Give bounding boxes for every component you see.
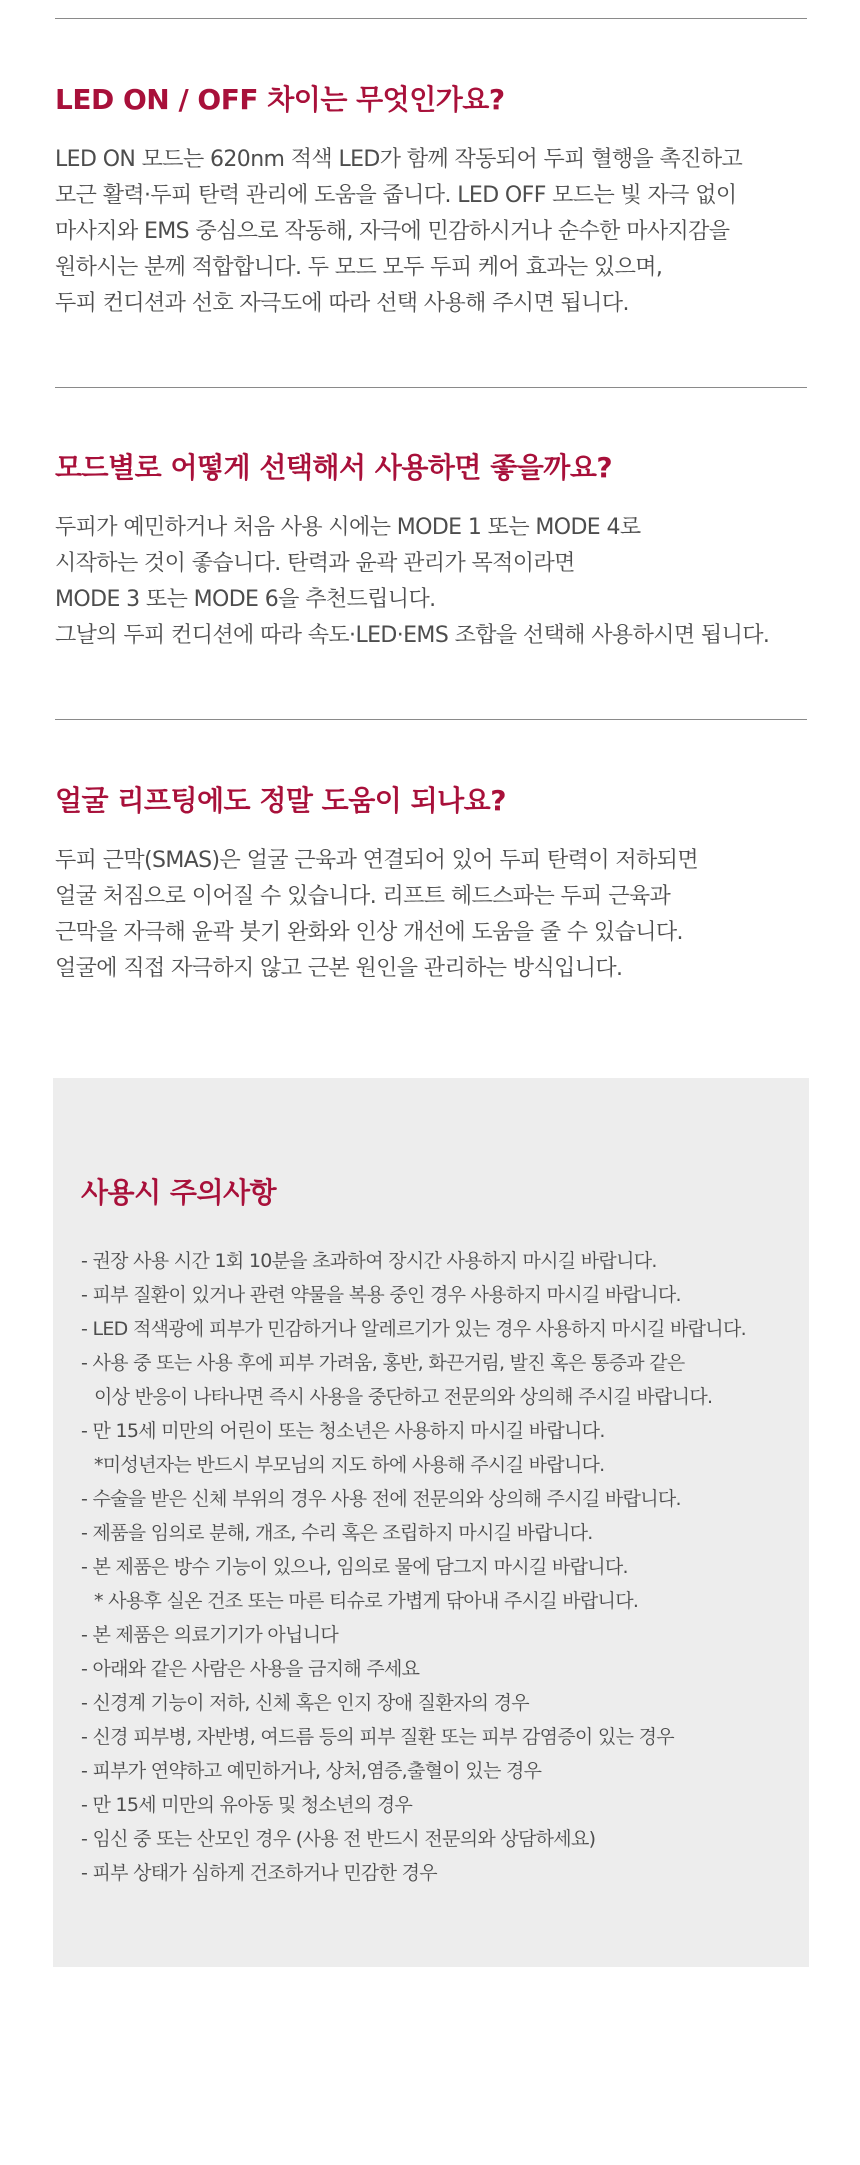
caution-title: 사용시 주의사항 [81, 1176, 277, 1209]
answer-line: 두피가 예민하거나 처음 사용 시에는 MODE 1 또는 MODE 4로 [55, 515, 641, 540]
faq-answer [55, 843, 815, 987]
answer-line: 마사지와 EMS 중심으로 작동해, 자극에 민감하시거나 순수한 마사지감을 [55, 219, 730, 244]
caution-line: - 수술을 받은 신체 부위의 경우 사용 전에 전문의와 상의해 주시길 바랍니다. [81, 1488, 681, 1510]
caution-line: - LED 적색광에 피부가 민감하거나 알레르기가 있는 경우 사용하지 마시길 바랍니다. [81, 1318, 746, 1340]
caution-item [81, 1720, 746, 1754]
faq-led-on-off [55, 80, 815, 322]
faq-question: LED ON / OFF 차이는 무엇인가요? [55, 83, 505, 116]
caution-item [81, 1244, 746, 1278]
caution-item [81, 1516, 746, 1550]
answer-line: 그날의 두피 컨디션에 따라 속도·LED·EMS 조합을 선택해 사용하시면 됩니다. [55, 623, 770, 648]
caution-line: - 권장 사용 시간 1회 10분을 초과하여 장시간 사용하지 마시길 바랍니다. [81, 1250, 657, 1272]
caution-line: - 본 제품은 의료기기가 아닙니다 [81, 1624, 339, 1646]
answer-line: 얼굴 처짐으로 이어질 수 있습니다. 리프트 헤드스파는 두피 근육과 [55, 884, 671, 909]
caution-line: - 아래와 같은 사람은 사용을 금지해 주세요 [81, 1658, 420, 1680]
answer-line: 두피 컨디션과 선호 자극도에 따라 선택 사용해 주시면 됩니다. [55, 291, 629, 316]
caution-item [81, 1312, 746, 1346]
caution-line: - 본 제품은 방수 기능이 있으나, 임의로 물에 담그지 마시길 바랍니다. [81, 1556, 628, 1578]
caution-box [53, 1078, 809, 1967]
caution-item [81, 1346, 746, 1414]
caution-item [81, 1856, 746, 1890]
caution-line: - 임신 중 또는 산모인 경우 (사용 전 반드시 전문의와 상담하세요) [81, 1828, 596, 1850]
caution-item [81, 1278, 746, 1312]
caution-line: - 피부 질환이 있거나 관련 약물을 복용 중인 경우 사용하지 마시길 바랍니다. [81, 1284, 681, 1306]
answer-line: 두피 근막(SMAS)은 얼굴 근육과 연결되어 있어 두피 탄력이 저하되면 [55, 848, 698, 873]
answer-line: MODE 3 또는 MODE 6을 추천드립니다. [55, 587, 436, 612]
caution-item [81, 1618, 746, 1652]
caution-item [81, 1686, 746, 1720]
caution-line: - 신경계 기능이 저하, 신체 혹은 인지 장애 질환자의 경우 [81, 1692, 529, 1714]
caution-item [81, 1414, 746, 1482]
caution-list [81, 1244, 746, 1890]
faq-question: 얼굴 리프팅에도 정말 도움이 되나요? [55, 784, 506, 817]
caution-line-continued: 이상 반응이 나타나면 즉시 사용을 중단하고 전문의와 상의해 주시길 바랍니다. [94, 1386, 713, 1408]
caution-line: - 피부가 연약하고 예민하거나, 상처,염증,출혈이 있는 경우 [81, 1760, 542, 1782]
caution-item [81, 1482, 746, 1516]
caution-item [81, 1652, 746, 1686]
caution-note: *미성년자는 반드시 부모님의 지도 하에 사용해 주시길 바랍니다. [94, 1454, 605, 1476]
answer-line: 시작하는 것이 좋습니다. 탄력과 윤곽 관리가 목적이라면 [55, 551, 575, 576]
divider-top [55, 18, 807, 19]
faq-question: 모드별로 어떻게 선택해서 사용하면 좋을까요? [55, 451, 613, 484]
caution-item [81, 1822, 746, 1856]
answer-line: 원하시는 분께 적합합니다. 두 모드 모두 두피 케어 효과는 있으며, [55, 255, 663, 280]
answer-line: 얼굴에 직접 자극하지 않고 근본 원인을 관리하는 방식입니다. [55, 956, 623, 981]
caution-line: - 피부 상태가 심하게 건조하거나 민감한 경우 [81, 1862, 437, 1884]
caution-item [81, 1550, 746, 1618]
faq-mode-selection [55, 448, 815, 654]
divider-2 [55, 719, 807, 720]
caution-line: - 사용 중 또는 사용 후에 피부 가려움, 홍반, 화끈거림, 발진 혹은 통증과 같은 [81, 1352, 685, 1374]
faq-face-lifting [55, 781, 815, 987]
caution-item [81, 1754, 746, 1788]
caution-note: * 사용후 실온 건조 또는 마른 티슈로 가볍게 닦아내 주시길 바랍니다. [94, 1590, 639, 1612]
faq-answer [55, 510, 815, 654]
answer-line: LED ON 모드는 620nm 적색 LED가 함께 작동되어 두피 혈행을 촉진하고 [55, 147, 743, 172]
faq-answer [55, 142, 815, 322]
answer-line: 모근 활력·두피 탄력 관리에 도움을 줍니다. LED OFF 모드는 빛 자극 없이 [55, 183, 737, 208]
caution-line: - 제품을 임의로 분해, 개조, 수리 혹은 조립하지 마시길 바랍니다. [81, 1522, 593, 1544]
caution-line: - 신경 피부병, 자반병, 여드름 등의 피부 질환 또는 피부 감염증이 있는 경우 [81, 1726, 674, 1748]
caution-line: - 만 15세 미만의 유아동 및 청소년의 경우 [81, 1794, 413, 1816]
divider-1 [55, 387, 807, 388]
answer-line: 근막을 자극해 윤곽 붓기 완화와 인상 개선에 도움을 줄 수 있습니다. [55, 920, 683, 945]
caution-item [81, 1788, 746, 1822]
caution-line: - 만 15세 미만의 어린이 또는 청소년은 사용하지 마시길 바랍니다. [81, 1420, 605, 1442]
